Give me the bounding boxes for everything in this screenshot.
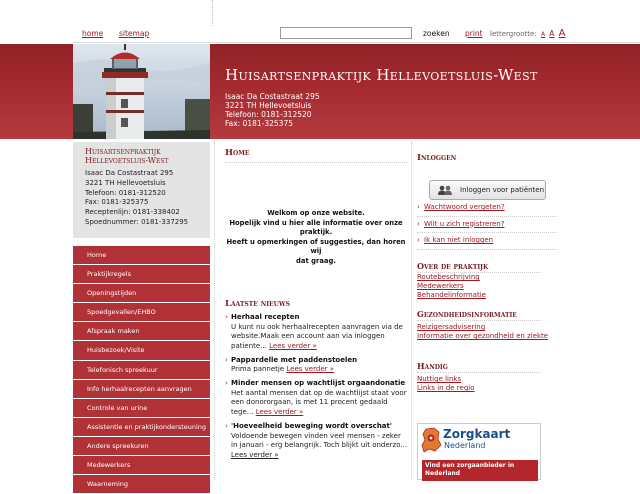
- news-item: [225, 313, 409, 352]
- news-body: [231, 408, 409, 418]
- bullet-icon: ›: [417, 219, 420, 228]
- menu-item-spoedgevallen[interactable]: Spoedgevallen/EHBO: [73, 303, 210, 322]
- forgot-password-label: Wachtwoord vergeten?: [424, 203, 505, 211]
- section-links-handig: [417, 375, 547, 393]
- news-body-line: patiente...: [231, 342, 267, 351]
- bullet-icon: ›: [417, 236, 420, 244]
- contact-line: Isaac Da Costastraat 295: [85, 169, 174, 177]
- users-icon: [437, 185, 453, 195]
- section-heading-handig: Handig: [417, 361, 541, 373]
- news-body: [231, 365, 409, 375]
- column-divider: [214, 142, 215, 480]
- link-links-regio[interactable]: Links in de regio: [417, 384, 475, 393]
- font-size-label: lettergrootte:: [490, 30, 537, 38]
- read-more-link[interactable]: Lees verder »: [286, 365, 335, 374]
- news-body: [231, 342, 409, 352]
- contact-title-line: Huisartsenpraktijk: [85, 147, 161, 156]
- menu-item-controle-urine[interactable]: Controle van urine: [73, 399, 210, 418]
- link-gezondheid-ziekte[interactable]: Informatie over gezondheid en ziekte: [417, 332, 549, 341]
- news-title[interactable]: Minder mensen op wachtlijst orgaandonatie: [231, 379, 406, 388]
- news-item: [225, 422, 409, 461]
- print-link[interactable]: print: [465, 29, 483, 38]
- news-title[interactable]: Herhaal recepten: [231, 313, 300, 321]
- news-list: [225, 313, 409, 465]
- zorgkaart-title: Zorgkaart: [443, 427, 511, 441]
- read-more-link[interactable]: Lees verder »: [269, 342, 317, 351]
- contact-line: 3221 TH Hellevoetsluis: [85, 178, 166, 187]
- contact-info-box: [73, 142, 210, 238]
- read-more-link[interactable]: Lees verder »: [231, 451, 279, 460]
- contact-line: Fax: 0181-325375: [85, 198, 149, 207]
- main-menu: [73, 246, 210, 494]
- column-divider: [411, 142, 412, 480]
- welcome-line: Welkom op onze website.: [267, 209, 365, 217]
- menu-item-huisbezoek[interactable]: Huisbezoek/Visite: [73, 341, 210, 360]
- header-address-line: Fax: 0181-325375: [225, 119, 293, 128]
- font-size-medium-link[interactable]: A: [549, 29, 555, 38]
- news-heading: Laatste nieuws: [225, 299, 290, 309]
- news-body-line: een donororgaan, is met 11 procent gedaald: [231, 398, 388, 407]
- nav-home-link[interactable]: home: [82, 29, 104, 38]
- news-body-line: tege...: [231, 408, 254, 417]
- header-address-line: 3221 TH Hellevoetsluis: [225, 101, 312, 110]
- login-button-label: Inloggen voor patiënten: [460, 186, 545, 194]
- practice-title: Huisartsenpraktijk Hellevoetsluis-West: [225, 66, 538, 84]
- news-item: [225, 379, 409, 418]
- menu-item-praktijkregels[interactable]: Praktijkregels: [73, 265, 210, 284]
- news-body-line: Voldoende bewegen vinden veel mensen - zeker: [231, 431, 401, 440]
- news-body-line: U kunt nu ook herhaalrecepten aanvragen via de: [231, 322, 403, 331]
- header-address-line: Isaac Da Costastraat 295: [225, 92, 320, 101]
- menu-item-telefonisch-spreekuur[interactable]: Telefonisch spreekuur: [73, 361, 210, 380]
- bullet-icon: ›: [225, 313, 228, 321]
- header-address-line: Telefoon: 0181-312520: [225, 110, 312, 119]
- contact-line: Spoednummer: 0181-337295: [85, 217, 189, 226]
- welcome-text: [225, 209, 407, 267]
- font-size-small-link[interactable]: A: [540, 31, 546, 38]
- section-links-over-de-praktijk: [417, 273, 547, 301]
- welcome-line: Hopelijk vind u hier alle informatie over onze: [229, 218, 403, 227]
- news-title[interactable]: 'Hoeveelheid beweging wordt overschat': [231, 422, 393, 431]
- search-button[interactable]: zoeken: [423, 29, 450, 38]
- read-more-link[interactable]: Lees verder »: [255, 408, 304, 417]
- nav-sitemap-link[interactable]: sitemap: [119, 29, 150, 38]
- menu-item-waarneming[interactable]: Waarneming: [73, 475, 210, 494]
- login-heading: Inloggen: [417, 153, 457, 163]
- news-title[interactable]: Pappardelle met paddenstoelen: [231, 355, 358, 364]
- bullet-icon: ›: [225, 355, 228, 364]
- menu-item-home[interactable]: Home: [73, 246, 210, 265]
- zorgkaart-subtitle: Nederland: [444, 441, 486, 450]
- menu-item-assistentie[interactable]: Assistentie en praktijkondersteuning: [73, 418, 210, 437]
- link-routebeschrijving[interactable]: Routebeschrijving: [417, 273, 480, 281]
- font-size-selector: [490, 28, 566, 39]
- menu-item-openingstijden[interactable]: Openingstijden: [73, 284, 210, 303]
- cannot-login-label: Ik kan niet inloggen: [424, 236, 494, 244]
- menu-item-medewerkers[interactable]: Medewerkers: [73, 456, 210, 475]
- forgot-password-link[interactable]: [417, 203, 557, 217]
- welcome-line: praktijk.: [299, 228, 333, 237]
- main-content: [225, 148, 407, 163]
- menu-item-herhaalrecepten[interactable]: Info herhaalrecepten aanvragen: [73, 380, 210, 399]
- section-links-gezondheidsinformatie: [417, 323, 547, 341]
- contact-info-title: [85, 147, 210, 165]
- lighthouse-photo: [73, 44, 210, 139]
- welcome-line: Heeft u opmerkingen of suggesties, dan horen wij: [226, 237, 406, 256]
- welcome-line: dat graag.: [296, 256, 336, 265]
- news-body-line: Het aantal mensen dat op de wachtlijst staat voor: [231, 388, 407, 397]
- link-nuttige-links[interactable]: Nuttige links: [417, 375, 462, 383]
- patient-login-button[interactable]: [429, 180, 546, 200]
- contact-title-line: Hellevoetsluis-West: [85, 156, 169, 165]
- section-heading-gezondheidsinformatie: Gezondheidsinformatie: [417, 309, 541, 321]
- top-bar: [73, 26, 640, 43]
- news-body-line: in januari - erg belangrijk. Toch blijkt uit onderzo...: [231, 441, 408, 450]
- news-body-line: Prima pannetje: [231, 365, 285, 374]
- link-reizigersadvisering[interactable]: Reizigersadvisering: [417, 323, 486, 331]
- page-title: Home: [225, 148, 407, 163]
- news-body-line: website.Maak een account aan via inloggen: [231, 332, 385, 341]
- menu-item-afspraak-maken[interactable]: Afspraak maken: [73, 322, 210, 341]
- link-medewerkers[interactable]: Medewerkers: [417, 282, 464, 291]
- menu-item-andere-spreekuren[interactable]: Andere spreekuren: [73, 437, 210, 456]
- bullet-icon: ›: [225, 422, 228, 431]
- divider: [212, 0, 213, 26]
- link-behandelinformatie[interactable]: Behandelinformatie: [417, 291, 486, 300]
- zorgkaart-cta[interactable]: Vind een zorgaanbieder in Nederland: [422, 460, 538, 481]
- login-links: [417, 203, 557, 253]
- header-banner: [0, 44, 640, 139]
- news-item: [225, 356, 409, 375]
- bullet-icon: ›: [225, 379, 228, 388]
- section-heading-over-de-praktijk: Over de praktijk: [417, 261, 541, 273]
- bullet-icon: ›: [417, 203, 420, 211]
- zorgkaart-banner[interactable]: [417, 423, 541, 480]
- search-input[interactable]: [280, 27, 412, 39]
- contact-line: Receptenlijn: 0181-338402: [85, 208, 180, 217]
- cannot-login-link[interactable]: [417, 236, 557, 250]
- register-link[interactable]: [417, 220, 557, 234]
- font-size-large-link[interactable]: A: [558, 28, 566, 39]
- register-label: Wilt u zich registreren?: [424, 219, 505, 228]
- contact-line: Telefoon: 0181-312520: [85, 188, 166, 197]
- top-left-strip: [73, 0, 211, 26]
- netherlands-map-icon: [420, 427, 442, 453]
- header-address: [225, 92, 320, 128]
